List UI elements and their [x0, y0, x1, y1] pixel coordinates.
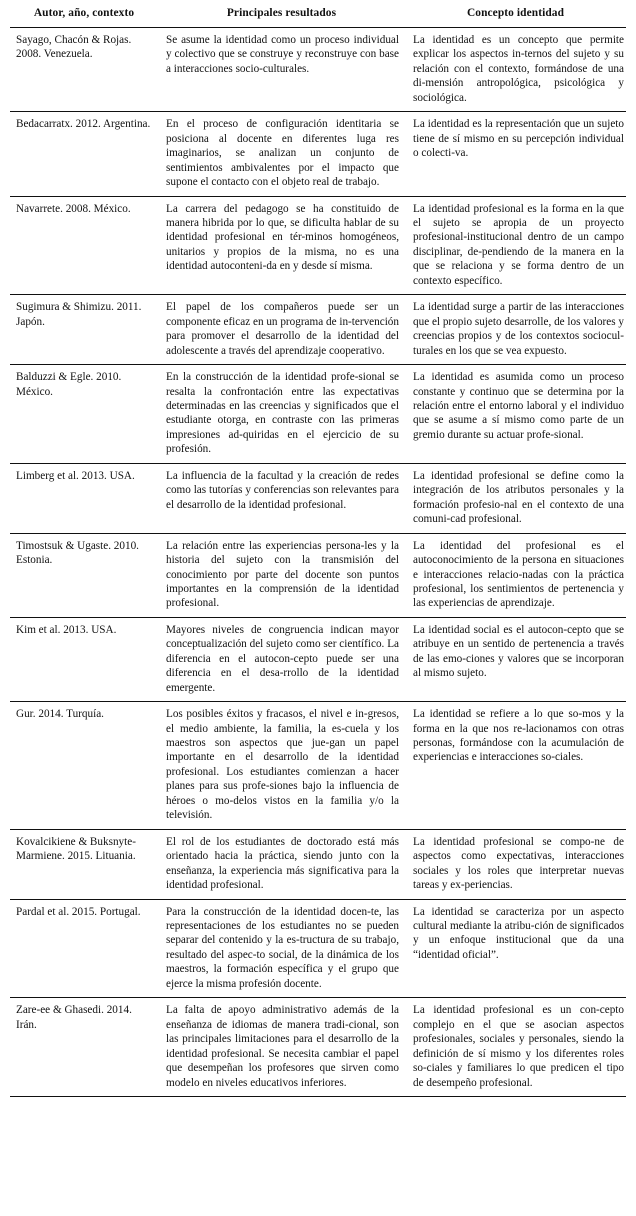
table-row: [10, 365, 626, 464]
cell-author: Sugimura & Shimizu. 2011. Japón.: [10, 295, 158, 365]
column-header-results: Principales resultados: [158, 0, 405, 28]
cell-concept: La identidad es asumida como un proceso constante y continuo que se determina por la relación entre el entorno laboral y el individuo que se asume a sí mismo como parte de un gremio durante su actuar profe-sional.: [405, 365, 626, 464]
table-row: [10, 112, 626, 196]
cell-author: Sayago, Chacón & Rojas. 2008. Venezuela.: [10, 28, 158, 112]
cell-concept: La identidad se refiere a lo que so-mos y la forma en la que nos re-lacionamos con otras personas, formándose con la acumulación de experiencias e interacciones so-ciales.: [405, 702, 626, 830]
table-row: [10, 463, 626, 533]
cell-results: La relación entre las experiencias persona-les y la historia del sujeto con la transmisión del conocimiento por parte del docente son puntos importantes en la comprensión de la identidad profesional.: [158, 533, 405, 617]
table-body: [10, 28, 626, 1097]
cell-concept: La identidad profesional se define como la integración de los atributos personales y la formación profesio-nal en el contexto de una comuni-cad profesional.: [405, 463, 626, 533]
table-row: [10, 196, 626, 295]
cell-results: La falta de apoyo administrativo además de la enseñanza de idiomas de manera tradi-cional, son las principales limitaciones para el desarrollo de la identidad profesional. Se necesita cambiar el papel que desempeñan los profesores que sirven como modelo en niveles educativos inferiores.: [158, 998, 405, 1097]
column-header-concept: Concepto identidad: [405, 0, 626, 28]
table-header-row: [10, 0, 626, 28]
cell-results: En el proceso de configuración identitaria se posiciona al docente en diferentes luga res imaginarios, se analizan un conjunto de sentimientos ambivalentes por el impacto que supone el contacto con el objeto real de trabajo.: [158, 112, 405, 196]
cell-concept: La identidad del profesional es el autoconocimiento de la persona en situaciones e interacciones relacio-nadas con la práctica profesional, los sentimientos de pertenencia y las experiencias de aprendizaje.: [405, 533, 626, 617]
cell-author: Navarrete. 2008. México.: [10, 196, 158, 295]
cell-author: Balduzzi & Egle. 2010. México.: [10, 365, 158, 464]
cell-author: Timostsuk & Ugaste. 2010. Estonia.: [10, 533, 158, 617]
cell-author: Pardal et al. 2015. Portugal.: [10, 899, 158, 998]
table-row: [10, 829, 626, 899]
cell-author: Kim et al. 2013. USA.: [10, 617, 158, 701]
cell-concept: La identidad se caracteriza por un aspecto cultural mediante la atribu-ción de significados y un enfoque institucional que da una “identidad oficial”.: [405, 899, 626, 998]
cell-author: Limberg et al. 2013. USA.: [10, 463, 158, 533]
cell-results: El papel de los compañeros puede ser un componente eficaz en un programa de in-tervención para promover el desarrollo de la identidad del adolescente a través del aprendizaje cooperativo.: [158, 295, 405, 365]
cell-results: En la construcción de la identidad profe-sional se resalta la confrontación entre las expectativas determinadas en las creencias y significados que el estudiante otorga, en contraste con las primeras impresiones ad-quiridas en el ejercicio de su profesión.: [158, 365, 405, 464]
cell-author: Zare-ee & Ghasedi. 2014. Irán.: [10, 998, 158, 1097]
table-row: [10, 533, 626, 617]
column-header-author: Autor, año, contexto: [10, 0, 158, 28]
cell-author: Gur. 2014. Turquía.: [10, 702, 158, 830]
cell-results: Para la construcción de la identidad docen-te, las representaciones de los estudiantes no se pueden separar del contenido y la es-tructura de su trabajo, resultado del aspec-to social, de la dinámica de los maestros, la formación específica y el grupo que ejerce la misma profesión docente.: [158, 899, 405, 998]
table-header: [10, 0, 626, 28]
cell-concept: La identidad es un concepto que permite explicar los aspectos in-ternos del sujeto y su relación con el contexto, formándose de una di-mensión antropológica, psicológica y sociológica.: [405, 28, 626, 112]
cell-concept: La identidad profesional se compo-ne de aspectos como expectativas, interacciones sociales y los roles que interpretar nuevas tareas y ex-periencias.: [405, 829, 626, 899]
cell-author: Kovalcikiene & Buksnyte-Marmiene. 2015. Lituania.: [10, 829, 158, 899]
literature-review-table: [10, 0, 626, 1097]
cell-concept: La identidad es la representación que un sujeto tiene de sí mismo en su percepción individual o colecti-va.: [405, 112, 626, 196]
cell-author: Bedacarratx. 2012. Argentina.: [10, 112, 158, 196]
cell-results: La carrera del pedagogo se ha constituido de manera hibrida por lo que, se dificulta hablar de su identidad profesional en tér-minos homogéneos, unitarios y propios de la misma, no es una identidad autoconteni-da en y desde sí misma.: [158, 196, 405, 295]
table-row: [10, 295, 626, 365]
table-row: [10, 899, 626, 998]
cell-concept: La identidad surge a partir de las interacciones que el propio sujeto desarrolle, de los valores y creencias propios y de los contextos sociocul-turales en los que se vea expuesto.: [405, 295, 626, 365]
cell-concept: La identidad profesional es un con-cepto complejo en el que se asocian aspectos profesionales, sociales y personales, siendo la definición de sí mismo y los diferentes roles so-ciales y familiares lo que predicen el tipo de desempeño profesional.: [405, 998, 626, 1097]
table-row: [10, 998, 626, 1097]
cell-results: Los posibles éxitos y fracasos, el nivel e in-gresos, el medio ambiente, la familia, la es-cuela y los maestros son aspectos que jue-gan un papel importante en el desarrollo de la identidad profesional. Los estudiantes comienzan a hacer planes para sus profe-siones bajo la influencia de héroes o mo-delos vistos en la familia y/o la televisión.: [158, 702, 405, 830]
cell-results: Mayores niveles de congruencia indican mayor conceptualización del sujeto como ser científico. La diferencia en el autocon-cepto puede ser una diferencia en el desa-rrollo de la identidad emergente.: [158, 617, 405, 701]
cell-concept: La identidad social es el autocon-cepto que se atribuye en un sentido de pertenencia a través de las emo-ciones y valores que se incorporan al mismo sujeto.: [405, 617, 626, 701]
table-row: [10, 702, 626, 830]
cell-results: Se asume la identidad como un proceso individual y colectivo que se construye y reconstruye con base a interacciones socio-culturales.: [158, 28, 405, 112]
cell-results: El rol de los estudiantes de doctorado está más orientado hacia la práctica, siendo junto con la enseñanza, la experiencia más significativa para la identidad profesional.: [158, 829, 405, 899]
cell-concept: La identidad profesional es la forma en la que el sujeto se apropia de un proyecto profesional-institucional dentro de un campo disciplinar, de-pendiendo de la manera en la que se relaciona y se forma dentro de un contexto específico.: [405, 196, 626, 295]
table-row: [10, 28, 626, 112]
table-row: [10, 617, 626, 701]
cell-results: La influencia de la facultad y la creación de redes como las tutorías y conferencias son relevantes para el desarrollo de la identidad profesional.: [158, 463, 405, 533]
